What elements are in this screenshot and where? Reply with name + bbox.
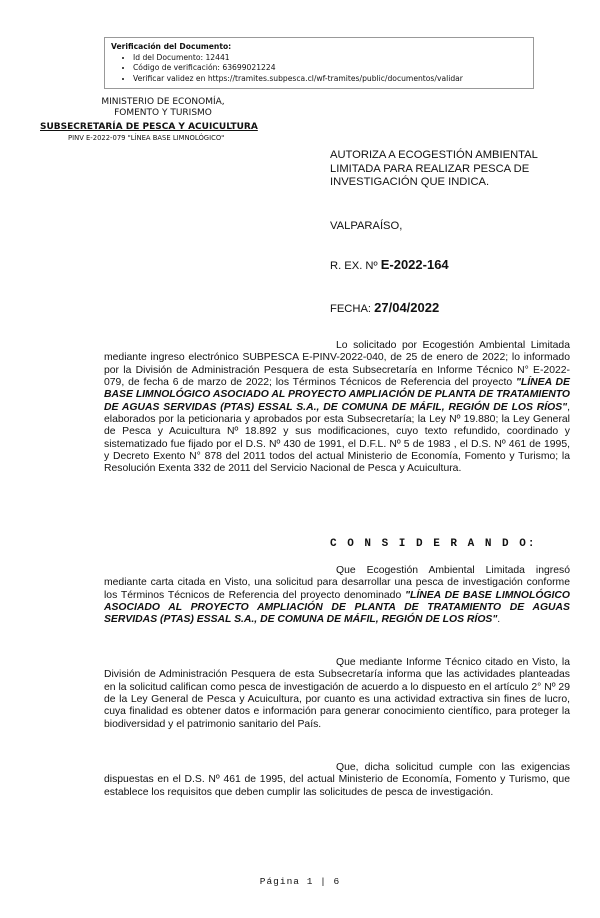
resolution-value: E-2022-164: [380, 257, 449, 272]
verification-id: • Id del Documento: 12441: [133, 53, 527, 64]
visto-text: Lo solicitado por Ecogestión Ambiental Limitada mediante ingreso electrónico SUBPESCA E-PINV-2022-040, de 25 de enero de 2022; lo informado por la División de Administración Pesquera de esta Subsecretaría en Informe Técnico N° E-2022-079, de fecha 6 de marzo de 2022; los Términos Técnicos de Referencia del proyecto: [104, 340, 570, 389]
visto-text-end: , elaborados por la peticionaria y aprobados por esta Subsecretaría; la Ley Nº 19.880; la Ley General de Pesca y Acuicultura Nº 18.892 y sus modificaciones, cuyo texto refundido, coordinado y sistematizado fue fijado por el D.S. Nº 430 de 1991, el D.F.L. Nº 5 de 1983 , el D.S. Nº 461 de 1995, y Decreto Exento N° 878 del 2011 todos del actual Ministerio de Economía, Fomento y Turismo; la Resolución Exenta 332 de 2011 del Servicio Nacional de Pesca y Acuicultura.: [104, 401, 570, 475]
considerando-paragraph-2: Que mediante Informe Técnico citado en Visto, la División de Administración Pesquera de esta Subsecretaría informa que las actividades planteadas en la solicitud califican como pesca de investigación de acuerdo a lo dispuesto en el artículo 2° Nº 29 de la Ley General de Pesca y Acuicultura, por cuanto es una actividad extractiva sin fines de lucro, cuya finalidad es obtener datos e información para generar conocimiento científico, para proteger la biodiversidad y el patrimonio sanitario del País.: [104, 657, 570, 730]
resolution-number: [330, 258, 449, 274]
date-label: FECHA:: [330, 303, 372, 315]
date-value: 27/04/2022: [374, 300, 440, 315]
considerando-1-text: Que Ecogestión Ambiental Limitada ingresó mediante carta citada en Visto, una solicitud para desarrollar una pesca de investigación conforme los Términos Técnicos de Referencia del proyecto denominado: [104, 565, 570, 601]
ministry-line-2: FOMENTO Y TURISMO: [114, 108, 212, 118]
resolution-label: R. EX. Nº: [330, 260, 378, 272]
verification-list: [111, 53, 527, 85]
visto-paragraph: [104, 340, 570, 476]
ministry-line-1: MINISTERIO DE ECONOMÍA,: [101, 97, 225, 107]
considerando-heading: C O N S I D E R A N D O:: [330, 538, 537, 550]
city: VALPARAÍSO,: [330, 220, 403, 232]
considerando-1-end: .: [497, 614, 501, 626]
considerando-1-project: "LÍNEA DE BASE LIMNOLÓGICO ASOCIADO AL PROYECTO AMPLIACIÓN DE PLANTA DE TRATAMIENTO DE AGUAS SERVIDAS (PTAS) ESSAL S.A., DE COMUNA DE MÁFIL, REGIÓN DE LOS RÍOS": [104, 589, 570, 626]
pinv-reference: PINV E-2022-079 "LÍNEA BASE LIMNOLÓGICO": [68, 134, 225, 142]
document-date: [330, 301, 439, 317]
project-name: "LÍNEA DE BASE LIMNOLÓGICO ASOCIADO AL PROYECTO AMPLIACIÓN DE PLANTA DE TRATAMIENTO DE AGUAS SERVIDAS (PTAS) ESSAL S.A., DE COMUNA DE MÁFIL, REGIÓN DE LOS RÍOS": [104, 377, 570, 413]
document-title: AUTORIZA A ECOGESTIÓN AMBIENTAL LIMITADA PARA REALIZAR PESCA DE INVESTIGACIÓN QUE INDICA.: [330, 149, 538, 189]
page-number: Página 1 | 6: [259, 876, 341, 887]
verification-link[interactable]: • Verificar validez en https://tramites.subpesca.cl/wf-tramites/public/documentos/validar: [133, 74, 527, 85]
verification-code: • Código de verificación: 63699021224: [133, 63, 527, 74]
verification-box: [104, 37, 534, 89]
considerando-paragraph-1: [104, 565, 570, 627]
verification-title: Verificación del Documento:: [111, 42, 232, 51]
subsecretaria-title: SUBSECRETARÍA DE PESCA Y ACUICULTURA: [40, 122, 258, 132]
considerando-paragraph-3: Que, dicha solicitud cumple con las exigencias dispuestas en el D.S. Nº 461 de 1995, del actual Ministerio de Economía, Fomento y Turismo, que establece los requisitos que deben cumplir las solicitudes de pesca de investigación.: [104, 762, 570, 798]
ministry-name: [70, 97, 256, 119]
